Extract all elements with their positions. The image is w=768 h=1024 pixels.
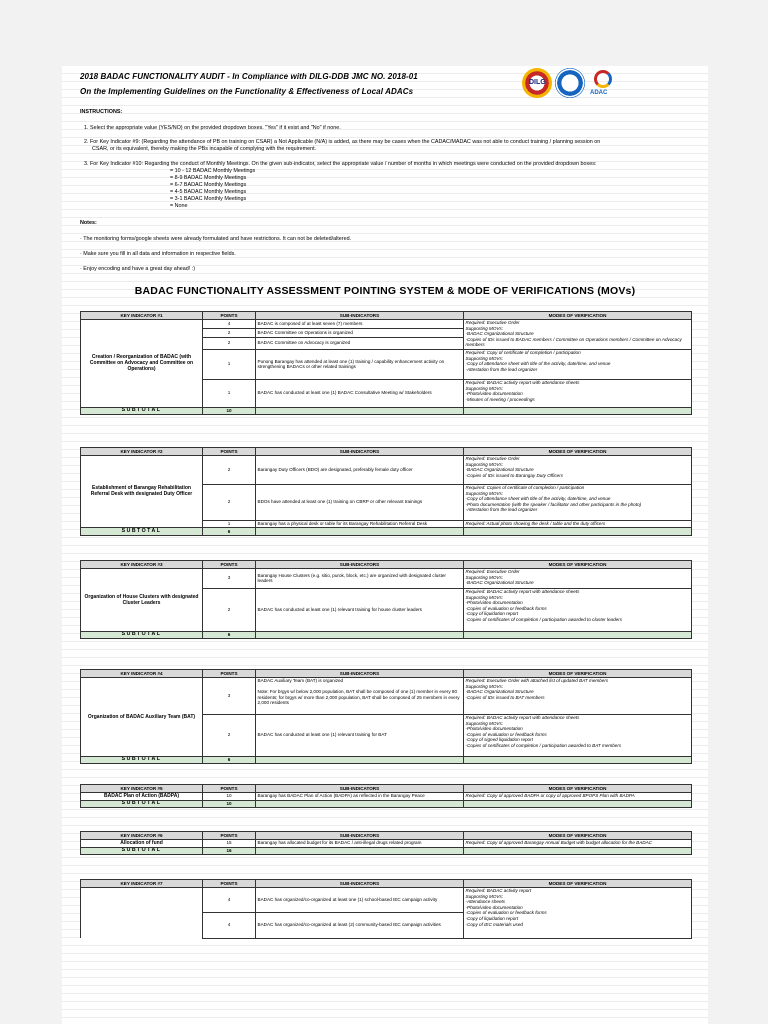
subtotal-row	[81, 756, 692, 764]
key-indicator-header: KEY INDICATOR #7	[81, 880, 203, 888]
meeting-option: = None	[170, 203, 188, 209]
indicator-title: Creation / Reorganization of BADAC (with Committee on Advocacy and Committee on Operations)	[81, 319, 203, 407]
adac-logo	[588, 68, 618, 102]
sub-indicator-cell: BADAC Auxiliary Team (BAT) is organized Note: For brgys w/ below 2,000 population, BAT shall be composed of one (1) member in every 80 residents; for brgys w/ more than 2,000 population, BAT shall be composed of 25 members in every 2,000 residents	[256, 677, 464, 714]
meeting-option: = 3-1 BADAC Monthly Meetings	[170, 196, 247, 202]
meeting-option: = 8-9 BADAC Monthly Meetings	[170, 175, 247, 181]
sub-indicator-cell: BADAC has conducted at least one (1) relevant training for house cluster leaders	[256, 588, 464, 631]
table-row	[81, 792, 692, 800]
subtotal-value: 10	[203, 800, 256, 808]
table-row	[81, 319, 692, 328]
sub-indicator-cell: Barangay Duty Officers (BDO) are designated, preferably female duty officer	[256, 455, 464, 484]
points-cell[interactable]: 4	[203, 319, 256, 328]
table-row	[81, 887, 692, 912]
table-header-row	[81, 785, 692, 793]
subtotal-label: SUBTOTAL	[81, 631, 203, 639]
sub-indicators-header: SUB-INDICATORS	[256, 670, 464, 678]
subtotal-blank	[464, 756, 692, 764]
sub-indicator-cell: BADAC has conducted at least one (1) relevant training for BAT	[256, 714, 464, 756]
points-cell[interactable]: 1	[203, 379, 256, 407]
mov-header: MODES OF VERIFICATION	[464, 880, 692, 888]
note-item: · The monitoring forms/google sheets were already formulated and have restrictions. It can not be deleted/altered.	[80, 236, 352, 242]
subtotal-blank	[256, 528, 464, 536]
subtotal-blank	[256, 847, 464, 855]
points-header: POINTS	[203, 670, 256, 678]
key-indicator-6-table	[80, 831, 692, 855]
subtotal-blank	[464, 847, 692, 855]
indicator-title: BADAC Plan of Action (BADPA)	[81, 792, 203, 800]
mov-cell: Required: Copy of approved BADPA or copy of approved BPOPS Plan with BADPA	[464, 792, 692, 800]
sub-indicators-header: SUB-INDICATORS	[256, 312, 464, 320]
subtotal-label: SUBTOTAL	[81, 407, 203, 415]
key-indicator-header: KEY INDICATOR #3	[81, 561, 203, 569]
key-indicator-3-table	[80, 560, 692, 639]
points-cell[interactable]: 4	[203, 887, 256, 912]
table-header-row	[81, 670, 692, 678]
subtotal-label: SUBTOTAL	[81, 847, 203, 855]
table-header-row	[81, 312, 692, 320]
instruction-item: 2. For Key Indicator #9: (Regarding the attendance of PB on training on CSAR) a Not Applicable (N/A) is added, as there may be cases when the CADAC/MADAC was not able to conduct training / planning session on	[84, 139, 601, 145]
sub-indicators-header: SUB-INDICATORS	[256, 448, 464, 456]
sub-indicator-cell: Punong Barangay has attended at least one (1) training / capability enhancement activity on strengthening BADACs or other related trainings	[256, 349, 464, 379]
instruction-item: CSAR, or its equivalent, thereby making the PBs incapable of complying with the requirement.	[92, 146, 317, 152]
notes-label: Notes:	[80, 220, 97, 226]
table-header-row	[81, 880, 692, 888]
mov-cell: Required: Copy of approved Barangay Annual Budget with budget allocation for the BADAC	[464, 839, 692, 847]
table-header-row	[81, 832, 692, 840]
mov-cell: Required: Actual photo showing the desk / table and the duty officers	[464, 520, 692, 528]
key-indicator-header: KEY INDICATOR #5	[81, 785, 203, 793]
subtotal-blank	[256, 407, 464, 415]
points-cell[interactable]: 4	[203, 912, 256, 938]
form-title: 2018 BADAC FUNCTIONALITY AUDIT - In Compliance with DILG-DDB JMC NO. 2018-01	[80, 72, 418, 81]
sub-indicators-header: SUB-INDICATORS	[256, 561, 464, 569]
key-indicator-header: KEY INDICATOR #6	[81, 832, 203, 840]
mov-cell: Required: Copy of certificate of completion / participation Supporting MOVs: -Copy of attendance sheet with title of the activity, date/time, and venue -Attestation from the lead organizer	[464, 349, 692, 379]
indicator-title	[81, 887, 203, 938]
indicator-title: Establishment of Barangay Rehabilitation Referral Desk with designated Duty Officer	[81, 455, 203, 528]
subtotal-blank	[464, 407, 692, 415]
sub-indicator-cell: Barangay House Clusters (e.g. sitio, purok, block, etc.) are organized with designated cluster leaders	[256, 568, 464, 588]
points-cell[interactable]: 2	[203, 484, 256, 520]
points-cell[interactable]: 2	[203, 328, 256, 337]
key-indicator-header: KEY INDICATOR #1	[81, 312, 203, 320]
spreadsheet-page	[62, 66, 708, 1024]
mov-cell: Required: BADAC activity report with attendance sheets Supporting MOVs: -Photo/video documentation -Copies of evaluation or feedback forms -Copy of signed liquidation report -Copies of certificates of completion / participation awarded to BAT members	[464, 714, 692, 756]
mov-header: MODES OF VERIFICATION	[464, 670, 692, 678]
subtotal-row	[81, 407, 692, 415]
points-header: POINTS	[203, 448, 256, 456]
mov-header: MODES OF VERIFICATION	[464, 448, 692, 456]
subtotal-value: 6	[203, 528, 256, 536]
mov-cell: Required: Executive Order with attached list of updated BAT members Supporting MOVs: -BADAC Organizational Structure -Copies of IDs issued to BAT members	[464, 677, 692, 714]
key-indicator-4-table	[80, 669, 692, 764]
key-indicator-2-table	[80, 447, 692, 536]
instruction-item: 3. For Key Indicator #10: Regarding the conduct of Monthly Meetings. On the given sub-indicator, select the appropriate value / number of months in which meetings were conducted on the provided dropdown boxes:	[84, 161, 597, 167]
table-row	[81, 677, 692, 714]
ddb-seal-logo	[555, 68, 585, 98]
form-subtitle: On the Implementing Guidelines on the Functionality & Effectiveness of Local ADACs	[80, 87, 414, 96]
key-indicator-5-table	[80, 784, 692, 808]
points-cell[interactable]: 3	[203, 677, 256, 714]
logo-group	[522, 68, 618, 102]
subtotal-blank	[464, 800, 692, 808]
indicator-title: Organization of House Clusters with designated Cluster Leaders	[81, 568, 203, 631]
table-row	[81, 839, 692, 847]
note-item: · Make sure you fill in all data and information in respective fields.	[80, 251, 236, 257]
mov-cell: Required: BADAC activity report Supporting MOVs: -Attendance sheets -Photo/video documentation -Copies of evaluation or feedback forms -Copy of liquidation report -Copy of IEC materials used	[464, 887, 692, 938]
sub-indicator-cell: BADAC is composed of at least seven (7) members	[256, 319, 464, 328]
subtotal-value: 10	[203, 407, 256, 415]
points-cell[interactable]: 2	[203, 588, 256, 631]
sub-indicator-cell: Barangay has a physical desk or table for its Barangay Rehabilitation Referral Desk	[256, 520, 464, 528]
points-cell[interactable]: 2	[203, 337, 256, 349]
sub-indicators-header: SUB-INDICATORS	[256, 880, 464, 888]
indicator-title: Organization of BADAC Auxiliary Team (BAT)	[81, 677, 203, 756]
meeting-option: = 10 - 12 BADAC Monthly Meetings	[170, 168, 256, 174]
subtotal-value: 6	[203, 631, 256, 639]
key-indicator-7-table	[80, 879, 692, 939]
instructions-label: INSTRUCTIONS:	[80, 109, 123, 115]
points-header: POINTS	[203, 785, 256, 793]
meeting-option: = 6-7 BADAC Monthly Meetings	[170, 182, 247, 188]
table-row	[81, 568, 692, 588]
points-header: POINTS	[203, 880, 256, 888]
subtotal-row	[81, 800, 692, 808]
subtotal-blank	[464, 631, 692, 639]
subtotal-value: 16	[203, 847, 256, 855]
points-cell[interactable]: 10	[203, 792, 256, 800]
meeting-option: = 4-5 BADAC Monthly Meetings	[170, 189, 247, 195]
adac-logo-text: ADAC	[590, 90, 608, 96]
subtotal-label: SUBTOTAL	[81, 800, 203, 808]
sub-indicator-cell: BADAC Committee on Advocacy is organized	[256, 337, 464, 349]
subtotal-blank	[464, 528, 692, 536]
mov-cell: Required: BADAC activity report with attendance sheets Supporting MOVs: -Photo/video documentation -Minutes of meeting / proceedings	[464, 379, 692, 407]
key-indicator-header: KEY INDICATOR #4	[81, 670, 203, 678]
sub-indicator-cell: BADAC has organized/co-organized at least (2) community-based IEC campaign activities	[256, 912, 464, 938]
points-header: POINTS	[203, 832, 256, 840]
subtotal-label: SUBTOTAL	[81, 756, 203, 764]
mov-header: MODES OF VERIFICATION	[464, 312, 692, 320]
mov-header: MODES OF VERIFICATION	[464, 832, 692, 840]
subtotal-value: 6	[203, 756, 256, 764]
subtotal-row	[81, 847, 692, 855]
mov-cell: Required: Copies of certificate of completion / participation Supporting MOVs: -Copy of attendance sheet with title of the activity, date/time, and venue -Photo documentation (with the speaker / facilitator and other participants in the photo) -Attestation from the lead organizer	[464, 484, 692, 520]
assessment-heading: BADAC FUNCTIONALITY ASSESSMENT POINTING SYSTEM & MODE OF VERIFICATIONS (MOVs)	[134, 285, 636, 297]
points-cell[interactable]: 15	[203, 839, 256, 847]
key-indicator-1-table	[80, 311, 692, 415]
sub-indicator-cell: Barangay has allocated budget for its BADAC / anti-illegal drugs related program	[256, 839, 464, 847]
points-cell[interactable]: 2	[203, 714, 256, 756]
table-header-row	[81, 448, 692, 456]
dilg-seal-logo	[522, 68, 552, 98]
table-row	[81, 455, 692, 484]
subtotal-blank	[256, 800, 464, 808]
subtotal-row	[81, 528, 692, 536]
subtotal-blank	[256, 756, 464, 764]
dilg-logo-text: DILG	[529, 79, 546, 86]
sub-indicator-cell: BADAC Committee on Operations is organized	[256, 328, 464, 337]
subtotal-blank	[256, 631, 464, 639]
sub-indicator-cell: BADAC has conducted at least one (1) BADAC Consultative Meeting w/ Stakeholders	[256, 379, 464, 407]
mov-header: MODES OF VERIFICATION	[464, 561, 692, 569]
sub-indicators-header: SUB-INDICATORS	[256, 785, 464, 793]
adac-mark-icon	[594, 70, 612, 88]
points-header: POINTS	[203, 561, 256, 569]
points-cell[interactable]: 1	[203, 520, 256, 528]
subtotal-row	[81, 631, 692, 639]
instruction-item: 1. Select the appropriate value (YES/NO) on the provided dropdown boxes. "Yes" if it exist and "No" if none.	[84, 125, 341, 131]
mov-cell: Required: Executive Order Supporting MOVs: -BADAC Organizational Structure -Copies of IDs issued to BADAC members / Committee on Operations members / Committee on Advocacy members	[464, 319, 692, 349]
points-cell[interactable]: 2	[203, 455, 256, 484]
sub-indicators-header: SUB-INDICATORS	[256, 832, 464, 840]
indicator-title: Allocation of fund	[81, 839, 203, 847]
key-indicator-header: KEY INDICATOR #2	[81, 448, 203, 456]
mov-header: MODES OF VERIFICATION	[464, 785, 692, 793]
note-item: · Enjoy encoding and have a great day ahead! :)	[80, 266, 196, 272]
sub-indicator-cell: BADAC has organized/co-organized at least one (1) school-based IEC campaign activity	[256, 887, 464, 912]
points-cell[interactable]: 3	[203, 568, 256, 588]
mov-cell: Required: Executive Order Supporting MOVs: -BADAC Organizational Structure	[464, 568, 692, 588]
sub-indicator-cell: BDOs have attended at least one (1) training on CBRP or other relevant trainings	[256, 484, 464, 520]
mov-cell: Required: Executive Order Supporting MOVs: -BADAC Organizational Structure -Copies of IDs issued to Barangay Duty Officers	[464, 455, 692, 484]
subtotal-label: SUBTOTAL	[81, 528, 203, 536]
points-header: POINTS	[203, 312, 256, 320]
table-header-row	[81, 561, 692, 569]
sub-indicator-cell: Barangay has BADAC Plan of Action (BADPA) as reflected in the Barangay Peace	[256, 792, 464, 800]
mov-cell: Required: BADAC activity report with attendance sheets Supporting MOVs: -Photo/video documentation -Copies of evaluation or feedback forms -Copy of liquidation report -Copies of certificates of completion / participation awarded to cluster leaders	[464, 588, 692, 631]
points-cell[interactable]: 1	[203, 349, 256, 379]
